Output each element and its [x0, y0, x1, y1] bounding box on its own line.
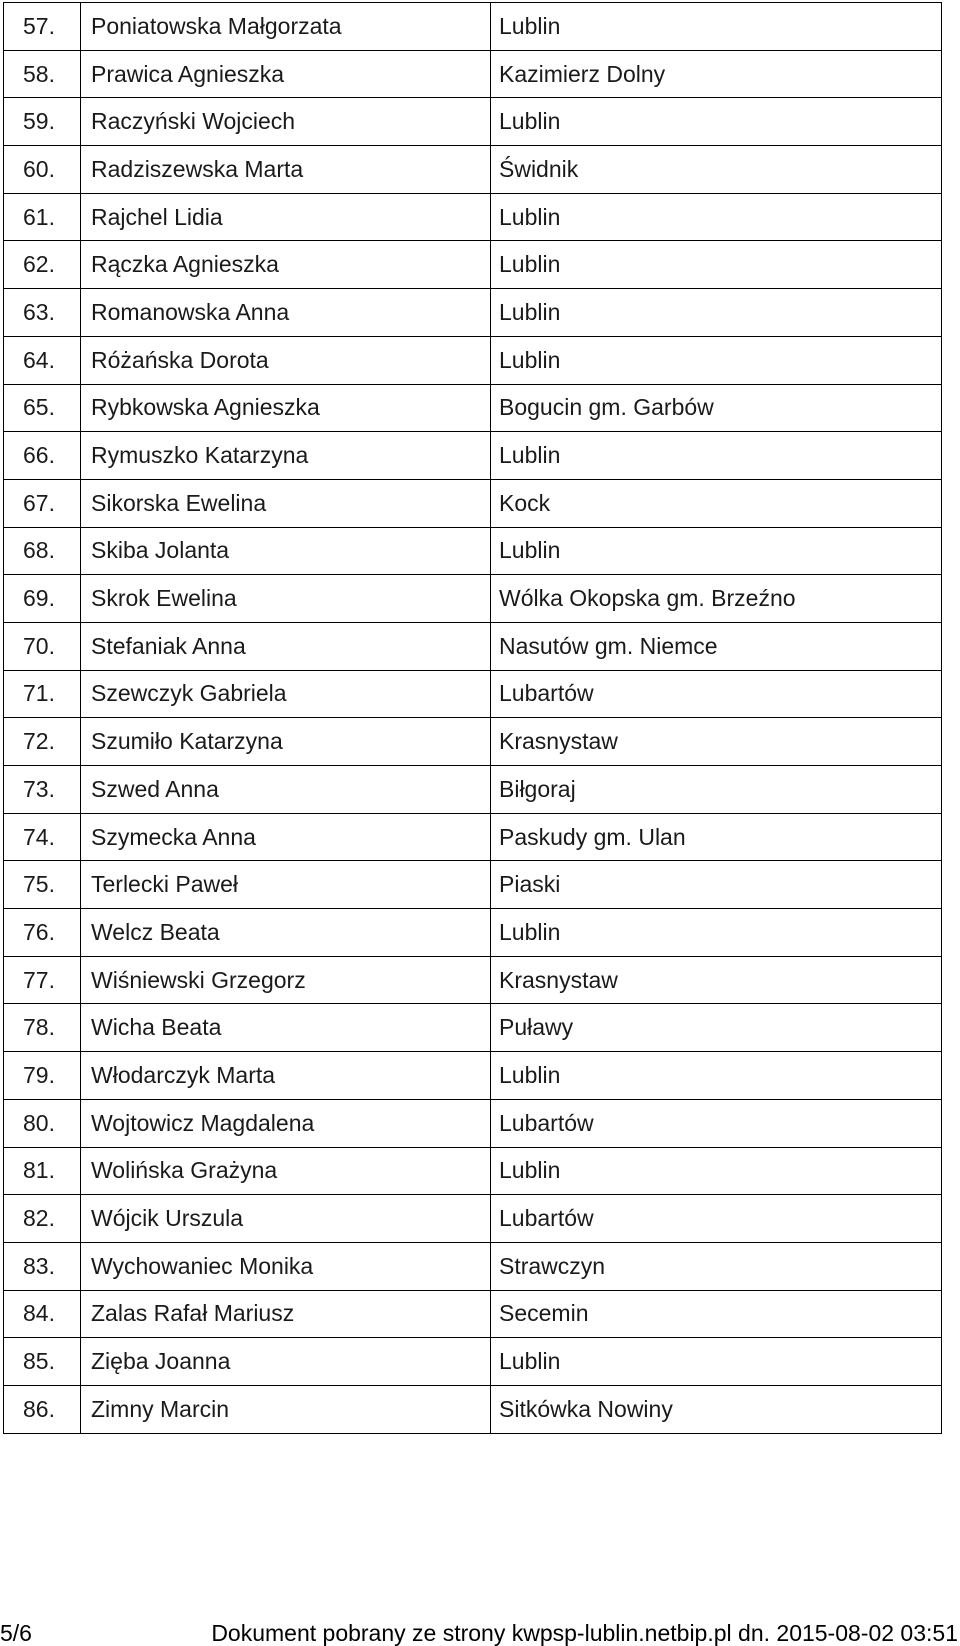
person-name-cell: Radziszewska Marta [81, 146, 491, 194]
participants-table [3, 2, 942, 1434]
place-cell: Nasutów gm. Niemce [491, 622, 942, 670]
row-number-cell: 71. [4, 670, 81, 718]
place-cell: Sitkówka Nowiny [491, 1385, 942, 1433]
place-cell: Lublin [491, 193, 942, 241]
table-row [4, 622, 942, 670]
table-row [4, 575, 942, 623]
row-number-cell: 77. [4, 956, 81, 1004]
table-row [4, 50, 942, 98]
place-cell: Kazimierz Dolny [491, 50, 942, 98]
row-number-cell: 57. [4, 3, 81, 51]
table-row [4, 670, 942, 718]
participants-table-container [3, 2, 942, 1434]
place-cell: Lublin [491, 241, 942, 289]
person-name-cell: Rybkowska Agnieszka [81, 384, 491, 432]
download-notice: Dokument pobrany ze strony kwpsp-lublin.netbip.pl dn. 2015-08-02 03:51 [211, 1620, 958, 1646]
row-number-cell: 62. [4, 241, 81, 289]
person-name-cell: Szumiło Katarzyna [81, 718, 491, 766]
place-cell: Kock [491, 479, 942, 527]
row-number-cell: 73. [4, 766, 81, 814]
person-name-cell: Szymecka Anna [81, 813, 491, 861]
row-number-cell: 64. [4, 336, 81, 384]
row-number-cell: 78. [4, 1004, 81, 1052]
table-row [4, 1147, 942, 1195]
person-name-cell: Poniatowska Małgorzata [81, 3, 491, 51]
place-cell: Puławy [491, 1004, 942, 1052]
person-name-cell: Rymuszko Katarzyna [81, 432, 491, 480]
person-name-cell: Sikorska Ewelina [81, 479, 491, 527]
row-number-cell: 80. [4, 1099, 81, 1147]
person-name-cell: Skiba Jolanta [81, 527, 491, 575]
person-name-cell: Zimny Marcin [81, 1385, 491, 1433]
page-number: 5/6 [0, 1620, 32, 1646]
place-cell: Lubartów [491, 1195, 942, 1243]
table-row [4, 1290, 942, 1338]
person-name-cell: Wojtowicz Magdalena [81, 1099, 491, 1147]
table-row [4, 718, 942, 766]
place-cell: Piaski [491, 861, 942, 909]
table-row [4, 146, 942, 194]
row-number-cell: 67. [4, 479, 81, 527]
table-row [4, 479, 942, 527]
person-name-cell: Welcz Beata [81, 909, 491, 957]
place-cell: Lublin [491, 1147, 942, 1195]
row-number-cell: 59. [4, 98, 81, 146]
person-name-cell: Skrok Ewelina [81, 575, 491, 623]
table-row [4, 1004, 942, 1052]
row-number-cell: 82. [4, 1195, 81, 1243]
row-number-cell: 74. [4, 813, 81, 861]
place-cell: Wólka Okopska gm. Brzeźno [491, 575, 942, 623]
row-number-cell: 83. [4, 1242, 81, 1290]
person-name-cell: Szewczyk Gabriela [81, 670, 491, 718]
row-number-cell: 65. [4, 384, 81, 432]
person-name-cell: Raczyński Wojciech [81, 98, 491, 146]
table-row [4, 861, 942, 909]
row-number-cell: 63. [4, 289, 81, 337]
person-name-cell: Włodarczyk Marta [81, 1052, 491, 1100]
row-number-cell: 69. [4, 575, 81, 623]
row-number-cell: 85. [4, 1338, 81, 1386]
page-footer [0, 1622, 960, 1645]
place-cell: Lublin [491, 432, 942, 480]
place-cell: Świdnik [491, 146, 942, 194]
place-cell: Lublin [491, 289, 942, 337]
row-number-cell: 70. [4, 622, 81, 670]
place-cell: Lublin [491, 909, 942, 957]
row-number-cell: 68. [4, 527, 81, 575]
place-cell: Secemin [491, 1290, 942, 1338]
table-row [4, 956, 942, 1004]
table-row [4, 432, 942, 480]
place-cell: Bogucin gm. Garbów [491, 384, 942, 432]
place-cell: Strawczyn [491, 1242, 942, 1290]
table-row [4, 813, 942, 861]
place-cell: Lublin [491, 98, 942, 146]
table-row [4, 527, 942, 575]
table-row [4, 1338, 942, 1386]
person-name-cell: Rączka Agnieszka [81, 241, 491, 289]
person-name-cell: Romanowska Anna [81, 289, 491, 337]
place-cell: Lublin [491, 336, 942, 384]
place-cell: Lubartów [491, 670, 942, 718]
row-number-cell: 84. [4, 1290, 81, 1338]
table-row [4, 1052, 942, 1100]
table-row [4, 1099, 942, 1147]
person-name-cell: Prawica Agnieszka [81, 50, 491, 98]
table-row [4, 98, 942, 146]
table-row [4, 1242, 942, 1290]
person-name-cell: Zalas Rafał Mariusz [81, 1290, 491, 1338]
table-row [4, 384, 942, 432]
person-name-cell: Różańska Dorota [81, 336, 491, 384]
place-cell: Lublin [491, 1052, 942, 1100]
place-cell: Krasnystaw [491, 956, 942, 1004]
place-cell: Lublin [491, 527, 942, 575]
table-row [4, 1385, 942, 1433]
participants-table-body [4, 3, 942, 1434]
person-name-cell: Szwed Anna [81, 766, 491, 814]
person-name-cell: Wolińska Grażyna [81, 1147, 491, 1195]
place-cell: Lublin [491, 3, 942, 51]
person-name-cell: Wójcik Urszula [81, 1195, 491, 1243]
row-number-cell: 79. [4, 1052, 81, 1100]
row-number-cell: 76. [4, 909, 81, 957]
row-number-cell: 81. [4, 1147, 81, 1195]
person-name-cell: Wicha Beata [81, 1004, 491, 1052]
row-number-cell: 75. [4, 861, 81, 909]
table-row [4, 241, 942, 289]
table-row [4, 766, 942, 814]
table-row [4, 3, 942, 51]
table-row [4, 1195, 942, 1243]
row-number-cell: 66. [4, 432, 81, 480]
table-row [4, 909, 942, 957]
place-cell: Krasnystaw [491, 718, 942, 766]
person-name-cell: Wychowaniec Monika [81, 1242, 491, 1290]
place-cell: Lubartów [491, 1099, 942, 1147]
place-cell: Paskudy gm. Ulan [491, 813, 942, 861]
person-name-cell: Stefaniak Anna [81, 622, 491, 670]
place-cell: Biłgoraj [491, 766, 942, 814]
place-cell: Lublin [491, 1338, 942, 1386]
table-row [4, 289, 942, 337]
row-number-cell: 61. [4, 193, 81, 241]
row-number-cell: 60. [4, 146, 81, 194]
row-number-cell: 72. [4, 718, 81, 766]
person-name-cell: Terlecki Paweł [81, 861, 491, 909]
table-row [4, 336, 942, 384]
table-row [4, 193, 942, 241]
person-name-cell: Rajchel Lidia [81, 193, 491, 241]
person-name-cell: Zięba Joanna [81, 1338, 491, 1386]
row-number-cell: 86. [4, 1385, 81, 1433]
person-name-cell: Wiśniewski Grzegorz [81, 956, 491, 1004]
row-number-cell: 58. [4, 50, 81, 98]
